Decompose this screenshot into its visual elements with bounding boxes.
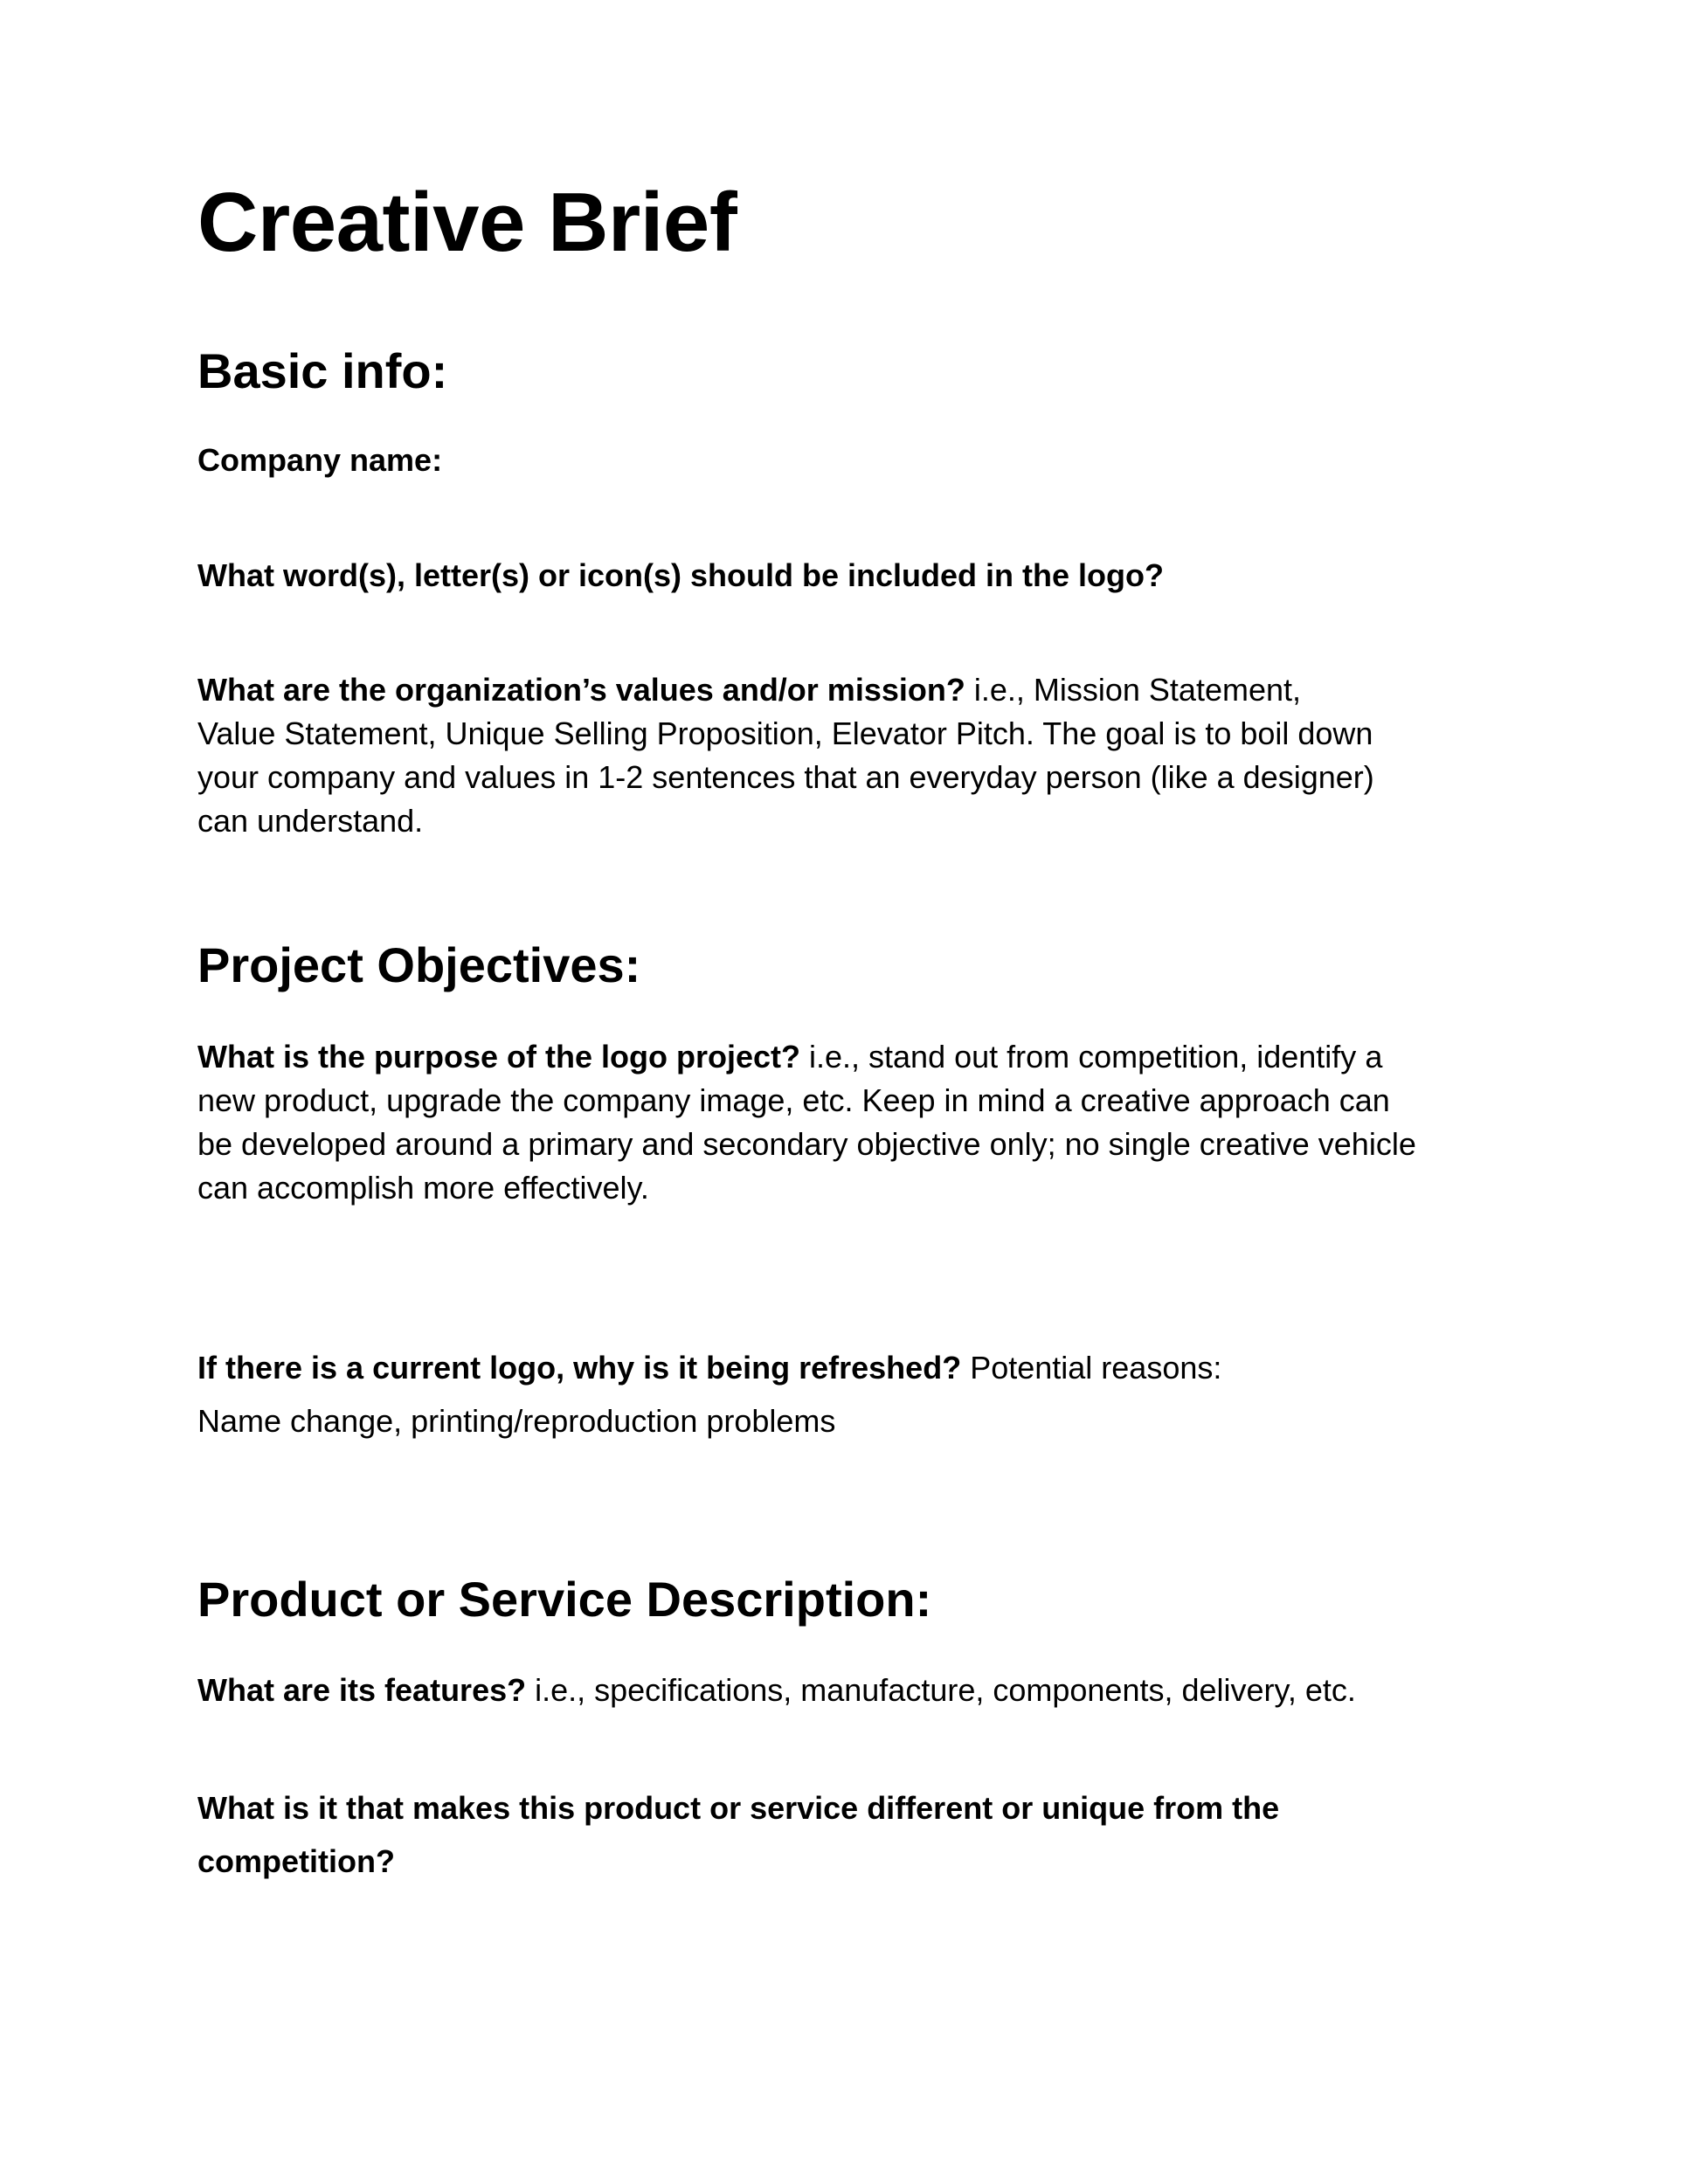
values-line-1 <box>197 668 1374 712</box>
refresh-question: If there is a current logo, why is it being refreshed? <box>197 1350 962 1386</box>
values-question: What are the organization’s values and/or mission? <box>197 672 965 708</box>
refresh-line-2: Name change, printing/reproduction problems <box>197 1403 836 1439</box>
section-heading-basic-info: Basic info: <box>197 343 448 398</box>
values-line-3: your company and values in 1-2 sentences that an everyday person (like a designer) <box>197 759 1374 795</box>
refresh-paragraph <box>197 1341 1221 1448</box>
values-line-2: Value Statement, Unique Selling Proposition, Elevator Pitch. The goal is to boil down <box>197 715 1373 751</box>
refresh-line-1 <box>197 1341 1221 1394</box>
values-line-4: can understand. <box>197 803 424 839</box>
purpose-question: What is the purpose of the logo project? <box>197 1039 800 1075</box>
purpose-paragraph <box>197 1035 1416 1210</box>
features-question: What are its features? <box>197 1672 527 1708</box>
purpose-line-2: new product, upgrade the company image, etc. Keep in mind a creative approach can <box>197 1082 1390 1118</box>
purpose-line-1 <box>197 1035 1416 1079</box>
unique-question-line-2: competition? <box>197 1843 395 1879</box>
company-name-label <box>197 439 442 482</box>
features-paragraph <box>197 1669 1356 1712</box>
logo-words-label <box>197 554 1164 598</box>
values-hint: i.e., Mission Statement, <box>965 672 1301 708</box>
unique-question-line-1: What is it that makes this product or service different or unique from the <box>197 1790 1280 1826</box>
company-name-question: Company name: <box>197 442 443 478</box>
section-heading-product-description: Product or Service Description: <box>197 1572 932 1627</box>
unique-paragraph <box>197 1781 1279 1888</box>
refresh-hint: Potential reasons: <box>961 1350 1222 1386</box>
page-title: Creative Brief <box>197 176 737 269</box>
features-hint: i.e., specifications, manufacture, components, delivery, etc. <box>526 1672 1356 1708</box>
purpose-line-4: can accomplish more effectively. <box>197 1170 649 1206</box>
values-paragraph <box>197 668 1374 843</box>
section-heading-project-objectives: Project Objectives: <box>197 937 641 992</box>
logo-words-question: What word(s), letter(s) or icon(s) should be included in the logo? <box>197 557 1164 593</box>
purpose-hint: i.e., stand out from competition, identify a <box>800 1039 1383 1075</box>
purpose-line-3: be developed around a primary and secondary objective only; no single creative vehicle <box>197 1126 1416 1162</box>
